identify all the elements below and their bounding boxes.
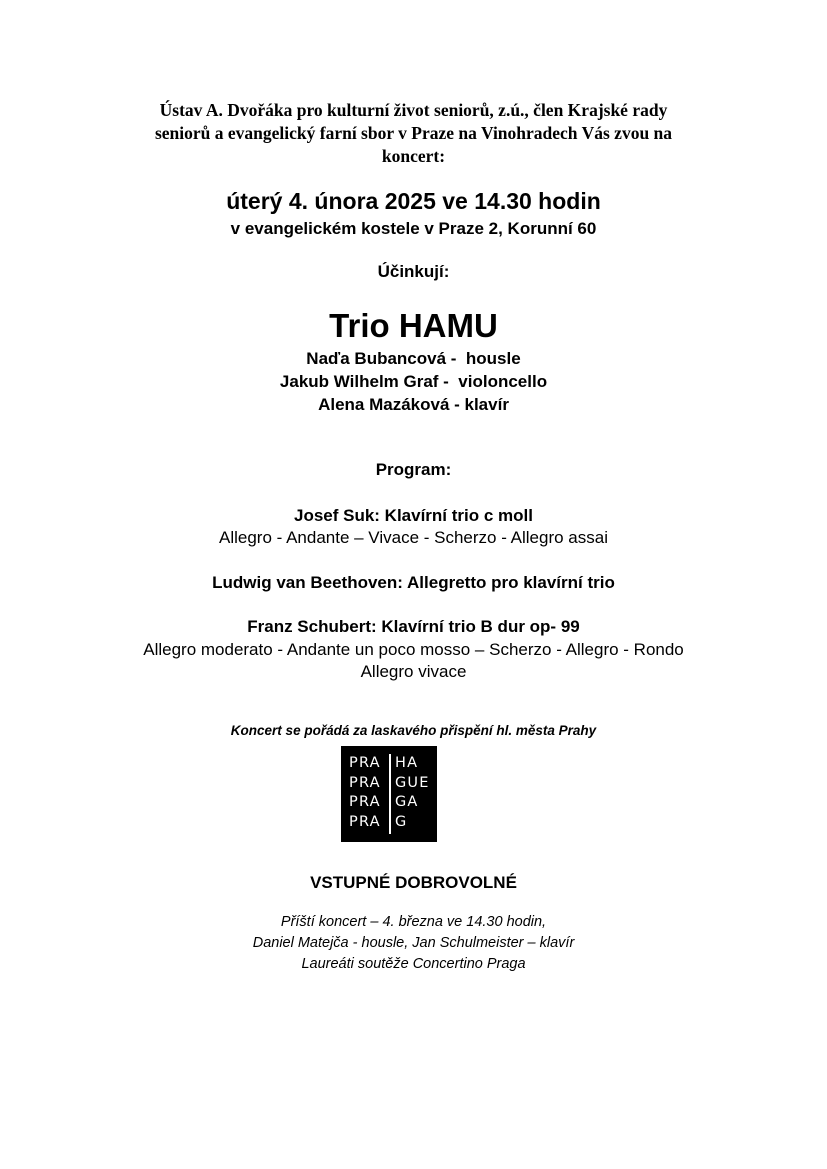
event-venue: v evangelickém kostele v Praze 2, Korunní 60	[230, 219, 597, 238]
event-date: úterý 4. února 2025 ve 14.30 hodin	[226, 188, 601, 214]
program-piece-title: Josef Suk: Klavírní trio c moll	[293, 506, 533, 525]
intro-line-2: seniorů a evangelický farní sbor v Praze na Vinohradech Vás zvou na	[154, 123, 673, 143]
logo-divider	[389, 754, 391, 834]
program-piece-movements: Allegro vivace	[360, 662, 467, 681]
performer-member: Naďa Bubancová - housle	[306, 349, 521, 368]
sponsor-note: Koncert se pořádá za laskavého přispění hl. města Prahy	[230, 723, 597, 738]
program-piece-title: Ludwig van Beethoven: Allegretto pro klavírní trio	[212, 573, 615, 592]
ensemble-name: Trio HAMU	[329, 307, 498, 344]
logo-text: GUE	[395, 774, 430, 791]
praha-city-logo	[341, 746, 437, 842]
performer-member: Jakub Wilhelm Graf - violoncello	[279, 372, 548, 391]
performers-heading: Účinkují:	[377, 262, 450, 281]
next-concert-line-3: Laureáti soutěže Concertino Praga	[301, 956, 526, 972]
logo-right-column	[395, 754, 430, 832]
logo-left-column	[349, 754, 381, 832]
logo-text: PRA	[349, 794, 381, 810]
program-piece-title: Franz Schubert: Klavírní trio B dur op- 99	[247, 617, 580, 636]
intro-line-3: koncert:	[381, 146, 446, 166]
logo-text: PRA	[349, 755, 381, 771]
logo-text: PRA	[349, 813, 381, 830]
program-piece-movements: Allegro - Andante – Vivace - Scherzo - Allegro assai	[218, 528, 608, 547]
intro-line-1: Ústav A. Dvořáka pro kulturní život seniorů, z.ú., člen Krajské rady	[159, 100, 668, 120]
logo-text: HA	[395, 755, 419, 771]
performer-member: Alena Mazáková - klavír	[318, 395, 509, 414]
next-concert-line-1: Příští koncert – 4. března ve 14.30 hodin,	[280, 914, 547, 930]
program-piece-movements: Allegro moderato - Andante un poco mosso – Scherzo - Allegro - Rondo	[143, 640, 684, 659]
next-concert-line-2: Daniel Matejča - housle, Jan Schulmeister – klavír	[252, 935, 575, 951]
logo-text: PRA	[349, 774, 381, 791]
logo-text: G	[395, 813, 408, 830]
program-heading: Program:	[375, 460, 452, 479]
admission-notice: VSTUPNÉ DOBROVOLNÉ	[310, 873, 517, 892]
logo-text: GA	[395, 794, 419, 810]
